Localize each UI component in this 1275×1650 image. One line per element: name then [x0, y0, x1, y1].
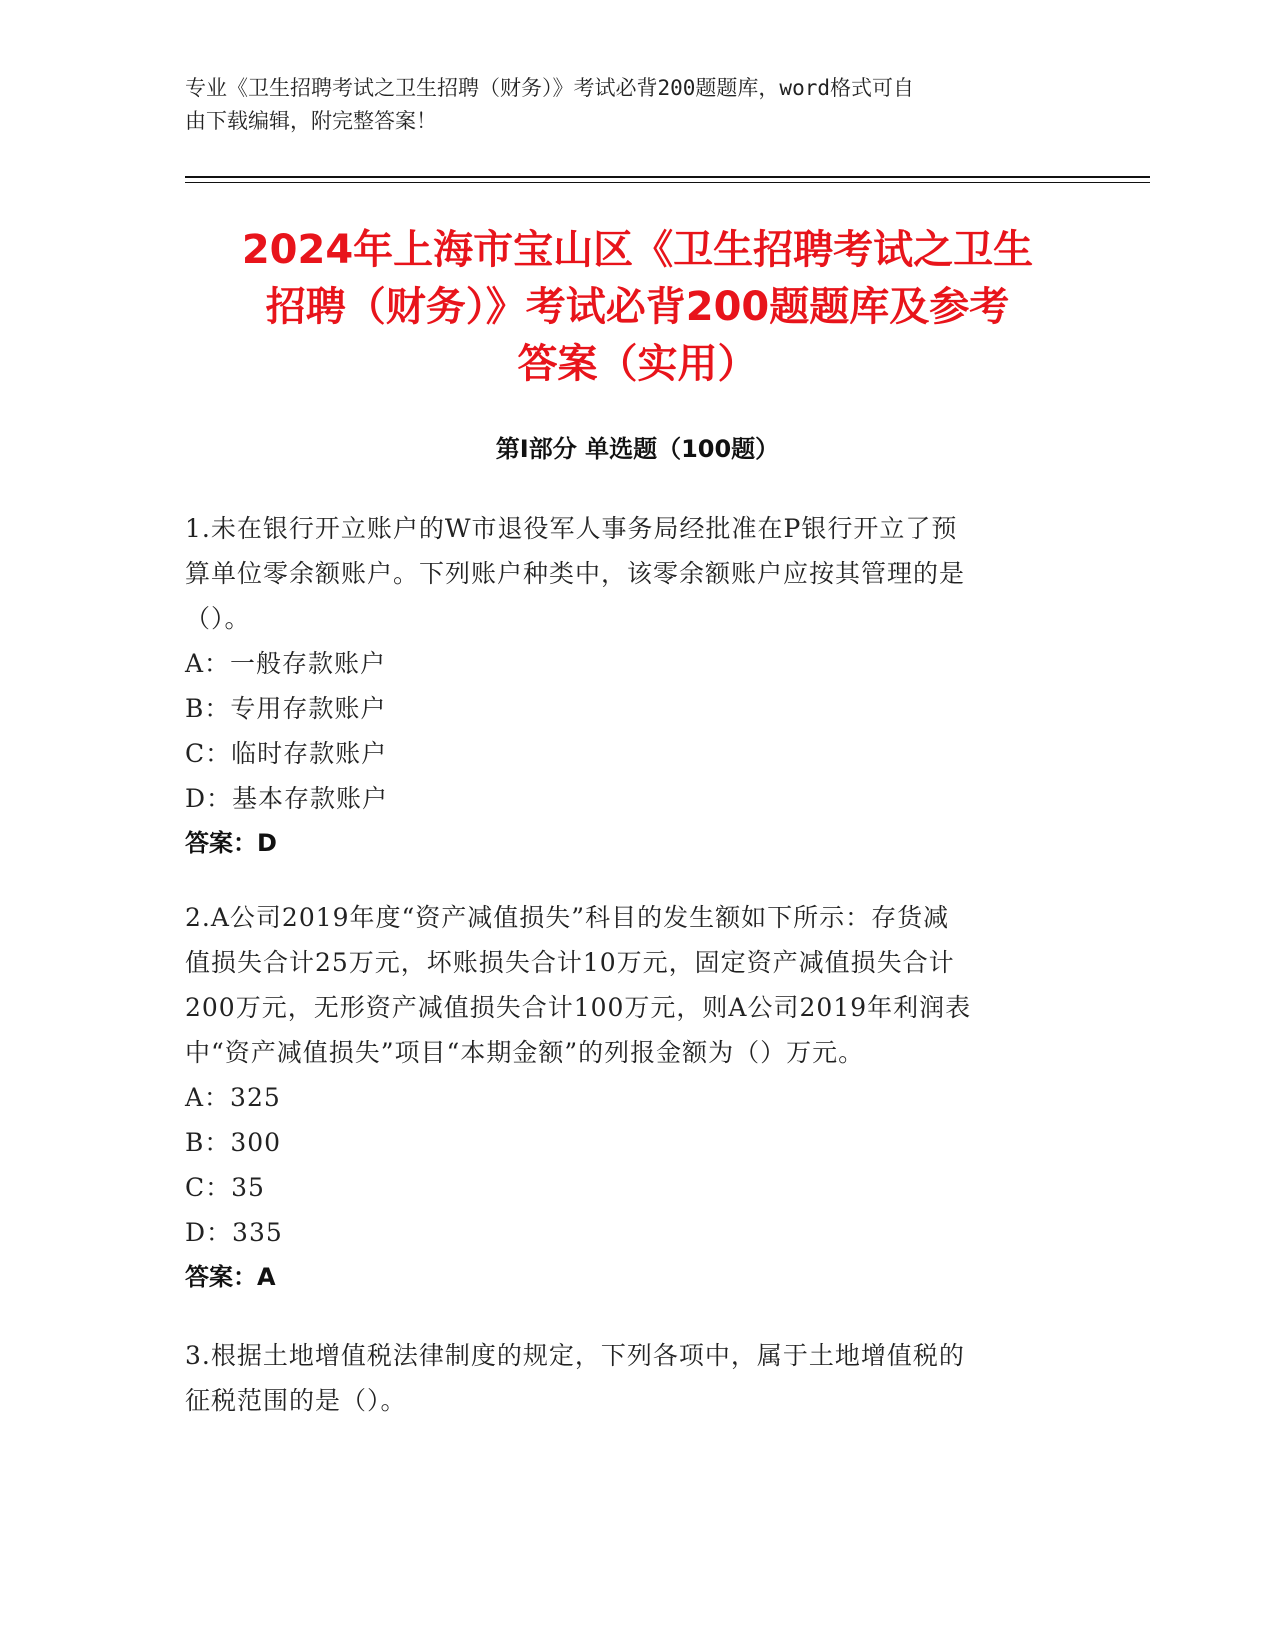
question-2 [185, 895, 1065, 1300]
header-note-line: 专业《卫生招聘考试之卫生招聘（财务）》考试必背200题题库，word格式可自 [185, 76, 914, 100]
option-a: A：一般存款账户 [185, 649, 387, 678]
page-title-line: 答案（实用） [517, 341, 758, 387]
section-title: 第Ⅰ部分 单选题（100题） [495, 435, 780, 463]
question-stem-line: 征税范围的是（）。 [185, 1386, 407, 1415]
page-title-line: 招聘（财务）》考试必背200题题库及参考 [265, 284, 1010, 330]
question-stem-line: 2.A公司2019年度“资产减值损失”科目的发生额如下所示：存货减 [185, 903, 950, 932]
option-d: D：335 [185, 1218, 283, 1247]
question-3 [185, 1333, 1065, 1423]
question-stem-line: 算单位零余额账户。下列账户种类中，该零余额账户应按其管理的是 [185, 559, 966, 588]
page-title [170, 222, 1105, 393]
header-divider-thick [185, 176, 1150, 178]
page-title-line: 2024年上海市宝山区《卫生招聘考试之卫生 [241, 227, 1034, 273]
option-d: D：基本存款账户 [185, 784, 389, 813]
header-divider-thin [185, 182, 1150, 183]
question-stem-line: 中“资产减值损失”项目“本期金额”的列报金额为（）万元。 [185, 1038, 865, 1067]
question-stem-line: 1.未在银行开立账户的W市退役军人事务局经批准在P银行开立了预 [185, 514, 958, 543]
option-b: B：专用存款账户 [185, 694, 387, 723]
answer: 答案：A [185, 1263, 276, 1291]
question-stem-line: 200万元，无形资产减值损失合计100万元，则A公司2019年利润表 [185, 993, 972, 1022]
option-b: B：300 [185, 1128, 282, 1157]
option-c: C：临时存款账户 [185, 739, 388, 768]
question-1 [185, 506, 1065, 866]
option-c: C：35 [185, 1173, 265, 1202]
question-stem-line: 值损失合计25万元，坏账损失合计10万元，固定资产减值损失合计 [185, 948, 955, 977]
header-note-line: 由下载编辑，附完整答案！ [185, 109, 437, 133]
question-stem-line: 3.根据土地增值税法律制度的规定，下列各项中，属于土地增值税的 [185, 1341, 965, 1370]
header-note [185, 72, 1065, 138]
answer: 答案：D [185, 829, 277, 857]
option-a: A：325 [185, 1083, 281, 1112]
question-stem-line: （）。 [185, 604, 251, 633]
